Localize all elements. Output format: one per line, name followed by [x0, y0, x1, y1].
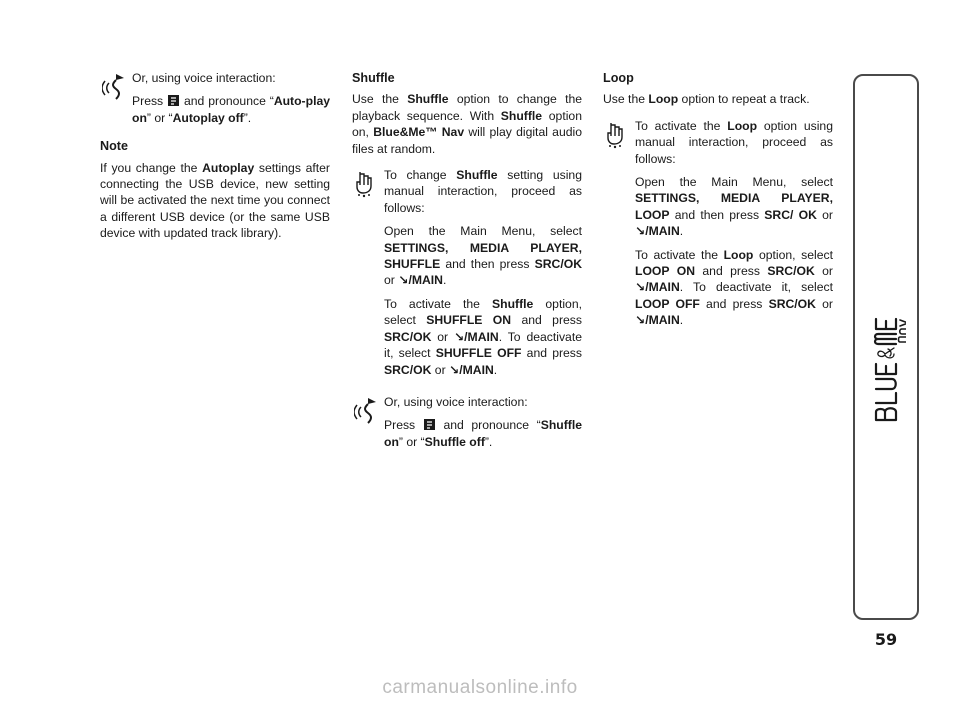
column-shuffle	[352, 70, 582, 457]
main-arrow-icon: ↘	[453, 329, 465, 344]
voice-block	[100, 70, 330, 126]
shuffle-intro: Use the Shuffle option to change the playback sequence. With Shuffle option on, Blue&Me™ Nav will play digital audio files at random.	[352, 92, 583, 156]
voice-intro: Or, using voice interaction:	[384, 394, 528, 409]
shuffle-open-menu: Open the Main Menu, select SETTINGS, MEDIA PLAYER, SHUFFLE and then press SRC/OK or ↘/MAIN.	[384, 224, 582, 288]
note-heading: Note	[100, 139, 128, 154]
main-arrow-icon: ↘	[449, 362, 460, 377]
loop-intro: Use the Loop option to repeat a track.	[603, 92, 810, 107]
column-autoplay-voice	[100, 70, 330, 249]
voice-instruction: Press and pronounce “Shuffle on” or “Shuffle off”.	[384, 418, 583, 449]
shuffle-heading: Shuffle	[352, 71, 395, 85]
blue-and-me-nav-logo	[866, 270, 906, 430]
voice-instruction: Press and pronounce “Auto-play on” or “Autoplay off”.	[132, 94, 331, 125]
shuffle-activate: To activate the Shuffle option, select SHUFFLE ON and press SRC/OK or ↘/MAIN. To deactivate it, select SHUFFLE OFF and press SRC/OK or ↘/MAIN.	[384, 296, 582, 377]
loop-steps	[603, 174, 833, 329]
shuffle-manual-block	[352, 167, 582, 216]
loop-manual-block	[603, 118, 833, 167]
loop-manual-intro: To activate the Loop option using manual interaction, proceed as follows:	[635, 118, 833, 166]
shuffle-steps	[352, 223, 582, 378]
loop-activate: To activate the Loop option, select LOOP ON and press SRC/OK or ↘/MAIN. To deactivate it, select LOOP OFF and press SRC/OK or ↘/MAIN.	[635, 247, 833, 328]
note-text: If you change the Autoplay settings after connecting the USB device, new setting will be activated the next time you connect a different USB device (or the same USB device with updated track library).	[100, 160, 330, 241]
loop-heading: Loop	[603, 71, 634, 85]
column-loop	[603, 70, 833, 336]
voice-intro: Or, using voice interaction:	[132, 71, 276, 85]
steering-voice-button-icon	[423, 418, 436, 431]
voice-command-icon	[102, 72, 128, 102]
voice-command-icon	[354, 396, 380, 426]
manual-interaction-icon	[603, 120, 629, 150]
watermark: carmanualsonline.info	[382, 677, 578, 698]
shuffle-voice-block	[352, 394, 582, 450]
shuffle-manual-intro: To change Shuffle setting using manual interaction, proceed as follows:	[384, 168, 582, 215]
steering-voice-button-icon	[167, 94, 180, 107]
page-number: 59	[874, 630, 898, 649]
main-arrow-icon: ↘	[398, 273, 409, 288]
main-arrow-icon: ↘	[635, 280, 646, 295]
main-arrow-icon: ↘	[635, 313, 646, 328]
manual-interaction-icon	[352, 169, 378, 199]
main-arrow-icon: ↘	[635, 224, 646, 239]
loop-open-menu: Open the Main Menu, select SETTINGS, MEDIA PLAYER, LOOP and then press SRC/ OK or ↘/MAIN.	[635, 175, 833, 239]
